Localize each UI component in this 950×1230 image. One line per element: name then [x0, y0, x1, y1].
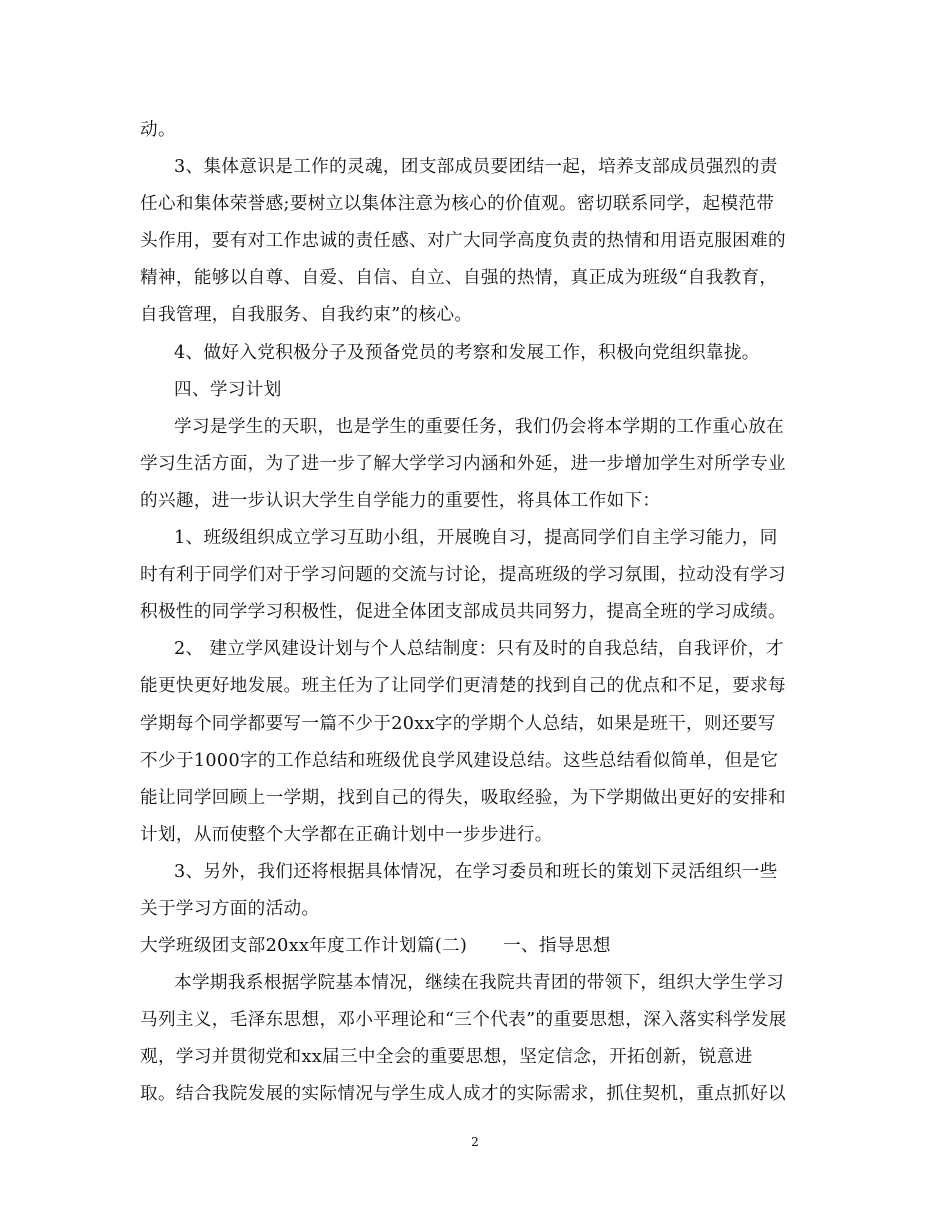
text-line: 观，学习并贯彻党和xx届三中全会的重要思想，坚定信念，开拓创新，锐意进	[140, 1047, 753, 1068]
text-line: 能更快更好地发展。班主任为了让同学们更清楚的找到自己的优点和不足，要求每	[140, 676, 786, 697]
text-line: 3、集体意识是工作的灵魂，团支部成员要团结一起，培养支部成员强烈的责	[174, 157, 778, 178]
text-line: 1、班级组织成立学习互助小组，开展晚自习，提高同学们自主学习能力，同	[174, 528, 778, 549]
text-line: 学习是学生的天职，也是学生的重要任务，我们仍会将本学期的工作重心放在	[174, 416, 785, 437]
text-line: 学期每个同学都要写一篇不少于20xx字的学期个人总结，如果是班干，则还要写	[140, 713, 776, 734]
page-number: 2	[471, 1135, 479, 1149]
text-line: 精神，能够以自尊、自爱、自信、自立、自强的热情，真正成为班级“自我教育，	[140, 268, 778, 289]
document-body	[140, 112, 814, 1114]
text-line: 本学期我系根据学院基本情况，继续在我院共青团的带领下，组织大学生学习	[174, 973, 785, 994]
text-line: 不少于1000字的工作总结和班级优良学风建设总结。这些总结看似简单，但是它	[140, 750, 779, 771]
text-line: 马列主义，毛泽东思想，邓小平理论和“三个代表”的重要思想，深入落实科学发展	[140, 1010, 787, 1031]
text-line: 4、做好入党积极分子及预备党员的考察和发展工作，积极向党组织靠拢。	[174, 342, 760, 363]
text-line: 头作用，要有对工作忠诚的责任感、对广大同学高度负责的热情和用语克服困难的	[140, 231, 786, 252]
text-line: 动。	[140, 120, 176, 140]
text-line: 计划，从而使整个大学都在正确计划中一步步进行。	[140, 824, 553, 845]
text-line: 积极性的同学学习积极性，促进全体团支部成员共同努力，提高全班的学习成绩。	[140, 602, 786, 623]
text-line: 能让同学回顾上一学期，找到自己的得失，吸取经验，为下学期做出更好的安排和	[140, 787, 786, 808]
text-line: 四、学习计划	[174, 379, 282, 400]
text-line: 3、另外，我们还将根据具体情况，在学习委员和班长的策划下灵活组织一些	[174, 861, 778, 882]
text-line: 取。结合我院发展的实际情况与学生成人成才的实际需求，抓住契机，重点抓好以	[140, 1084, 786, 1105]
text-line: 大学班级团支部20xx年度工作计划篇(二) 一、指导思想	[140, 936, 611, 957]
text-line: 时有利于同学们对于学习问题的交流与讨论，提高班级的学习氛围，拉动没有学习	[140, 565, 786, 586]
text-line: 2、 建立学风建设计划与个人总结制度：只有及时的自我总结，自我评价，才	[174, 639, 784, 660]
text-line: 自我管理，自我服务、自我约束”的核心。	[140, 305, 473, 326]
text-line: 学习生活方面，为了进一步了解大学学习内涵和外延，进一步增加学生对所学专业	[140, 453, 786, 474]
text-line: 的兴趣，进一步认识大学生自学能力的重要性，将具体工作如下：	[140, 490, 661, 511]
text-line: 关于学习方面的活动。	[140, 898, 320, 919]
text-line: 任心和集体荣誉感;要树立以集体注意为核心的价值观。密切联系同学，起模范带	[140, 194, 775, 215]
